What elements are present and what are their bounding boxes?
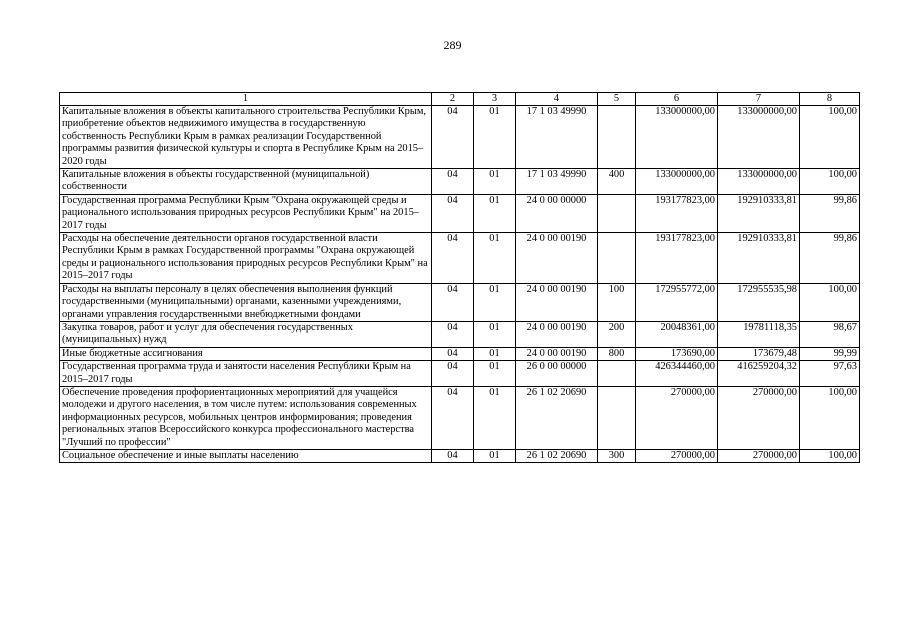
execution-percent: 100,00	[800, 106, 860, 169]
subsection-code: 01	[474, 233, 516, 284]
expense-type-code	[598, 233, 636, 284]
section-code: 04	[432, 106, 474, 169]
table-row	[60, 386, 860, 449]
section-code: 04	[432, 386, 474, 449]
expense-type-code	[598, 194, 636, 232]
target-article-code: 24 0 00 00190	[516, 347, 598, 360]
target-article-code: 17 1 03 49990	[516, 106, 598, 169]
table-row	[60, 321, 860, 347]
section-code: 04	[432, 283, 474, 321]
column-header-6: 6	[636, 93, 718, 106]
subsection-code: 01	[474, 321, 516, 347]
row-name: Капитальные вложения в объекты капитального строительства Республики Крым, приобретение объектов недвижимого имущества в государственную собственность Республики Крым в рамках реализации Государственной программы развития физической культуры и спорта в Республике Крым на 2015–2020 годы	[60, 106, 432, 169]
section-code: 04	[432, 321, 474, 347]
budget-table	[59, 92, 860, 463]
planned-amount: 172955772,00	[636, 283, 718, 321]
execution-percent: 99,99	[800, 347, 860, 360]
executed-amount: 270000,00	[718, 386, 800, 449]
subsection-code: 01	[474, 449, 516, 462]
row-name: Капитальные вложения в объекты государственной (муниципальной) собственности	[60, 169, 432, 195]
column-header-3: 3	[474, 93, 516, 106]
row-name: Расходы на обеспечение деятельности органов государственной власти Республики Крым в рамках Государственной программы "Охрана окружающей среды и рационального использования природных ресурсов Республики Крым" на 2015–2017 годы	[60, 233, 432, 284]
execution-percent: 100,00	[800, 283, 860, 321]
execution-percent: 97,63	[800, 361, 860, 387]
row-name: Государственная программа Республики Крым "Охрана окружающей среды и рационального использования природных ресурсов Республики Крым" на 2015–2017 годы	[60, 194, 432, 232]
section-code: 04	[432, 169, 474, 195]
planned-amount: 270000,00	[636, 386, 718, 449]
target-article-code: 17 1 03 49990	[516, 169, 598, 195]
expense-type-code: 400	[598, 169, 636, 195]
table-row	[60, 283, 860, 321]
expense-type-code	[598, 386, 636, 449]
target-article-code: 26 0 00 00000	[516, 361, 598, 387]
section-code: 04	[432, 449, 474, 462]
table-row	[60, 347, 860, 360]
target-article-code: 26 1 02 20690	[516, 386, 598, 449]
expense-type-code	[598, 106, 636, 169]
row-name: Расходы на выплаты персоналу в целях обеспечения выполнения функций государственными (муниципальными) органами, казенными учреждениями, органами управления государственными внебюджетными фондами	[60, 283, 432, 321]
subsection-code: 01	[474, 347, 516, 360]
row-name: Иные бюджетные ассигнования	[60, 347, 432, 360]
row-name: Социальное обеспечение и иные выплаты населению	[60, 449, 432, 462]
executed-amount: 270000,00	[718, 449, 800, 462]
table-row	[60, 194, 860, 232]
executed-amount: 172955535,98	[718, 283, 800, 321]
execution-percent: 99,86	[800, 233, 860, 284]
expense-type-code	[598, 361, 636, 387]
executed-amount: 416259204,32	[718, 361, 800, 387]
table-row	[60, 106, 860, 169]
column-header-8: 8	[800, 93, 860, 106]
column-header-5: 5	[598, 93, 636, 106]
target-article-code: 26 1 02 20690	[516, 449, 598, 462]
column-header-2: 2	[432, 93, 474, 106]
subsection-code: 01	[474, 194, 516, 232]
column-header-4: 4	[516, 93, 598, 106]
subsection-code: 01	[474, 386, 516, 449]
execution-percent: 100,00	[800, 449, 860, 462]
expense-type-code: 300	[598, 449, 636, 462]
expense-type-code: 800	[598, 347, 636, 360]
planned-amount: 426344460,00	[636, 361, 718, 387]
table-row	[60, 449, 860, 462]
section-code: 04	[432, 361, 474, 387]
planned-amount: 133000000,00	[636, 169, 718, 195]
expense-type-code: 100	[598, 283, 636, 321]
execution-percent: 100,00	[800, 386, 860, 449]
planned-amount: 193177823,00	[636, 233, 718, 284]
planned-amount: 193177823,00	[636, 194, 718, 232]
executed-amount: 133000000,00	[718, 106, 800, 169]
row-name: Закупка товаров, работ и услуг для обеспечения государственных (муниципальных) нужд	[60, 321, 432, 347]
execution-percent: 99,86	[800, 194, 860, 232]
section-code: 04	[432, 347, 474, 360]
section-code: 04	[432, 233, 474, 284]
column-header-1: 1	[60, 93, 432, 106]
row-name: Обеспечение проведения профориентационных мероприятий для учащейся молодежи и другого населения, в том числе путем: использования современных информационных ресурсов, мобильных центров информирования; проведения региональных этапов Всероссийского конкурса профессионального мастерства "Лучший по профессии"	[60, 386, 432, 449]
target-article-code: 24 0 00 00190	[516, 233, 598, 284]
expense-type-code: 200	[598, 321, 636, 347]
row-name: Государственная программа труда и занятости населения Республики Крым на 2015–2017 годы	[60, 361, 432, 387]
section-code: 04	[432, 194, 474, 232]
executed-amount: 192910333,81	[718, 233, 800, 284]
subsection-code: 01	[474, 169, 516, 195]
execution-percent: 98,67	[800, 321, 860, 347]
header-row	[60, 93, 860, 106]
executed-amount: 19781118,35	[718, 321, 800, 347]
executed-amount: 133000000,00	[718, 169, 800, 195]
table-row	[60, 169, 860, 195]
table-row	[60, 361, 860, 387]
executed-amount: 173679,48	[718, 347, 800, 360]
subsection-code: 01	[474, 361, 516, 387]
target-article-code: 24 0 00 00190	[516, 283, 598, 321]
subsection-code: 01	[474, 283, 516, 321]
planned-amount: 20048361,00	[636, 321, 718, 347]
planned-amount: 133000000,00	[636, 106, 718, 169]
planned-amount: 270000,00	[636, 449, 718, 462]
table-row	[60, 233, 860, 284]
column-header-7: 7	[718, 93, 800, 106]
page-number: 289	[443, 38, 462, 52]
target-article-code: 24 0 00 00190	[516, 321, 598, 347]
executed-amount: 192910333,81	[718, 194, 800, 232]
target-article-code: 24 0 00 00000	[516, 194, 598, 232]
execution-percent: 100,00	[800, 169, 860, 195]
subsection-code: 01	[474, 106, 516, 169]
planned-amount: 173690,00	[636, 347, 718, 360]
